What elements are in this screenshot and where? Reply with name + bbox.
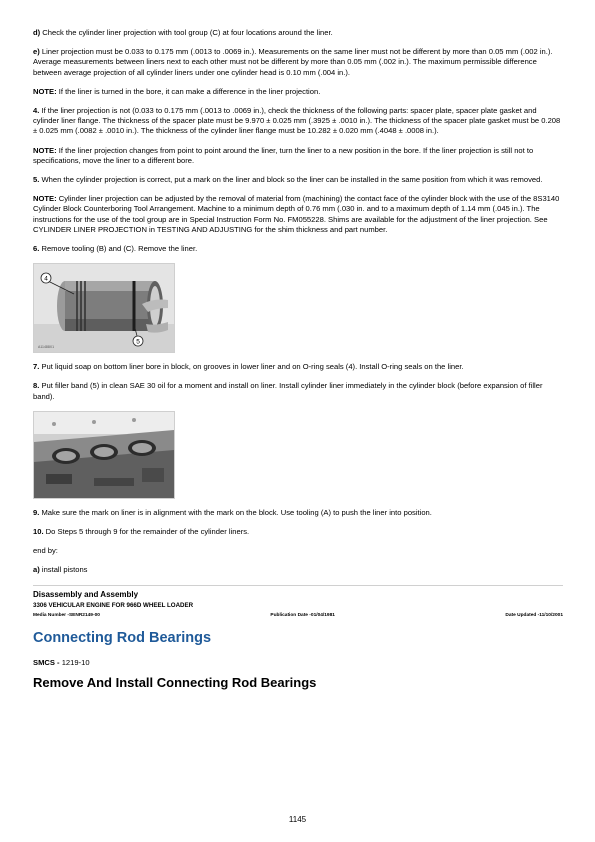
step-e [33,47,563,78]
step-text: If the liner projection is not (0.033 to 0.175 mm (.0013 to .0069 in.), check the thickness of the following parts: spacer plate, spacer plate gasket and cylinder liner flange. The thickness of the spacer plate must be 9.970 ± 0.025 mm (.3925 ± .0010 in.). The thickness of the spacer plate gasket must be 0.208 ± 0.025 mm (.0082 ± .0010 in.). The thickness of the cylinder liner flange must be 10.282 ± 0.020 mm (.4048 ± .0008 in.). [33,106,561,136]
step-text: Liner projection must be 0.033 to 0.175 mm (.0013 to .0069 in.). Measurements on the same liner must not be different by more than 0.05 mm (.002 in.). Average measurements between liners next to each other must not be different by more than 0.05 mm (.002 in.). The maximum permissible difference between average projection of all cylinder liners under one cylinder head is 0.10 mm (.004 in.). [33,47,553,77]
step-label: 5. [33,175,40,185]
doc-header-subtitle: 3306 VEHICULAR ENGINE FOR 966D WHEEL LOADER [33,601,194,609]
step-8 [33,381,563,401]
cylinder-liner-photo [33,263,175,353]
step-text: Put filler band (5) in clean SAE 30 oil for a moment and install on liner. Install cylinder liner immediately in the cylinder block (before expansion of filler band). [33,381,543,401]
smcs-value: 1219-10 [61,657,90,667]
step-a [33,565,563,575]
callout-5: 5 [136,338,140,346]
note-label: NOTE: [33,194,57,204]
callout-4: 4 [44,275,48,283]
block-illustration [34,412,174,498]
step-text: Check the cylinder liner projection with tool group (C) at four locations around the liner. [40,28,333,37]
step-text: install pistons [39,565,88,575]
end-by-text [33,546,563,556]
smcs-code [33,658,563,667]
step-d [33,28,563,38]
step-10 [33,527,563,537]
doc-meta-row [33,613,563,618]
note-text: If the liner is turned in the bore, it can make a difference in the liner projection. [56,86,321,96]
step-text: Put liquid soap on bottom liner bore in block, on grooves in lower liner and on O-ring seals (4). Install O-ring seals on the liner. [39,362,464,372]
step-label: d) [33,28,41,37]
steps-bottom [33,508,563,576]
step-text: Remove tooling (B) and (C). Remove the liner. [39,244,198,254]
step-9 [33,508,563,518]
step-text: Make sure the mark on liner is in alignment with the mark on the block. Use tooling (A) to push the liner into position. [39,507,432,517]
document-page [33,28,563,690]
section-divider [33,585,563,586]
step-label: 6. [33,244,40,254]
step-label: 10. [33,527,44,537]
note [33,146,563,166]
page-number: 1145 [288,815,307,824]
step-5 [33,175,563,185]
step-4 [33,106,563,137]
liner-illustration [34,264,174,352]
step-label: 4. [33,106,40,116]
step-6 [33,244,563,254]
note [33,194,563,235]
steps-mid [33,362,563,402]
step-7 [33,362,563,372]
section-title: Connecting Rod Bearings [33,629,212,646]
note-label: NOTE: [33,145,57,155]
end-by-label: end by: [33,546,58,556]
step-label: a) [33,565,40,575]
note-text: Cylinder liner projection can be adjusted by the removal of material from (machining) the contact face of the cylinder block with the use of the 8S3140 Cylinder Block Counterboring Tool Arrangement. Machine to a minimum depth of 0.76 mm (.030 in. and to a maximum depth of 1.14 mm (.045 in.). The instructions for the use of the tool group are in Special Instruction Form No. FM055228. Shims are available for the adjustment of the liner projection. See CYLINDER LINER PROJECTION in TESTING AND ADJUSTING for the shim thickness and part number. [33,194,560,234]
cylinder-block-photo [33,411,175,499]
media-number: Media Number -SENR2149-00 [33,612,100,618]
smcs-label: SMCS - [33,657,62,667]
doc-header-title: Disassembly and Assembly [33,589,139,599]
figure-id: A11488X1 [38,345,55,350]
steps-top [33,28,563,254]
step-label: e) [33,47,40,57]
date-updated: Date Updated -11/10/2001 [505,612,563,618]
step-text: When the cylinder projection is correct, put a mark on the liner and block so the liner can be installed in the same position from which it was removed. [39,175,543,185]
note-label: NOTE: [33,86,57,96]
procedure-title: Remove And Install Connecting Rod Bearings [33,674,317,690]
publication-date: Publication Date -01/04/1981 [270,612,335,618]
note-text: If the liner projection changes from point to point around the liner, turn the liner to a new position in the bore. If the liner projection is still not to specifications, move the liner to a different bore. [33,145,534,165]
step-text: Do Steps 5 through 9 for the remainder of the cylinder liners. [43,527,250,537]
note [33,87,563,97]
step-label: 8. [33,381,40,391]
step-label: 7. [33,362,40,372]
step-label: 9. [33,507,40,517]
